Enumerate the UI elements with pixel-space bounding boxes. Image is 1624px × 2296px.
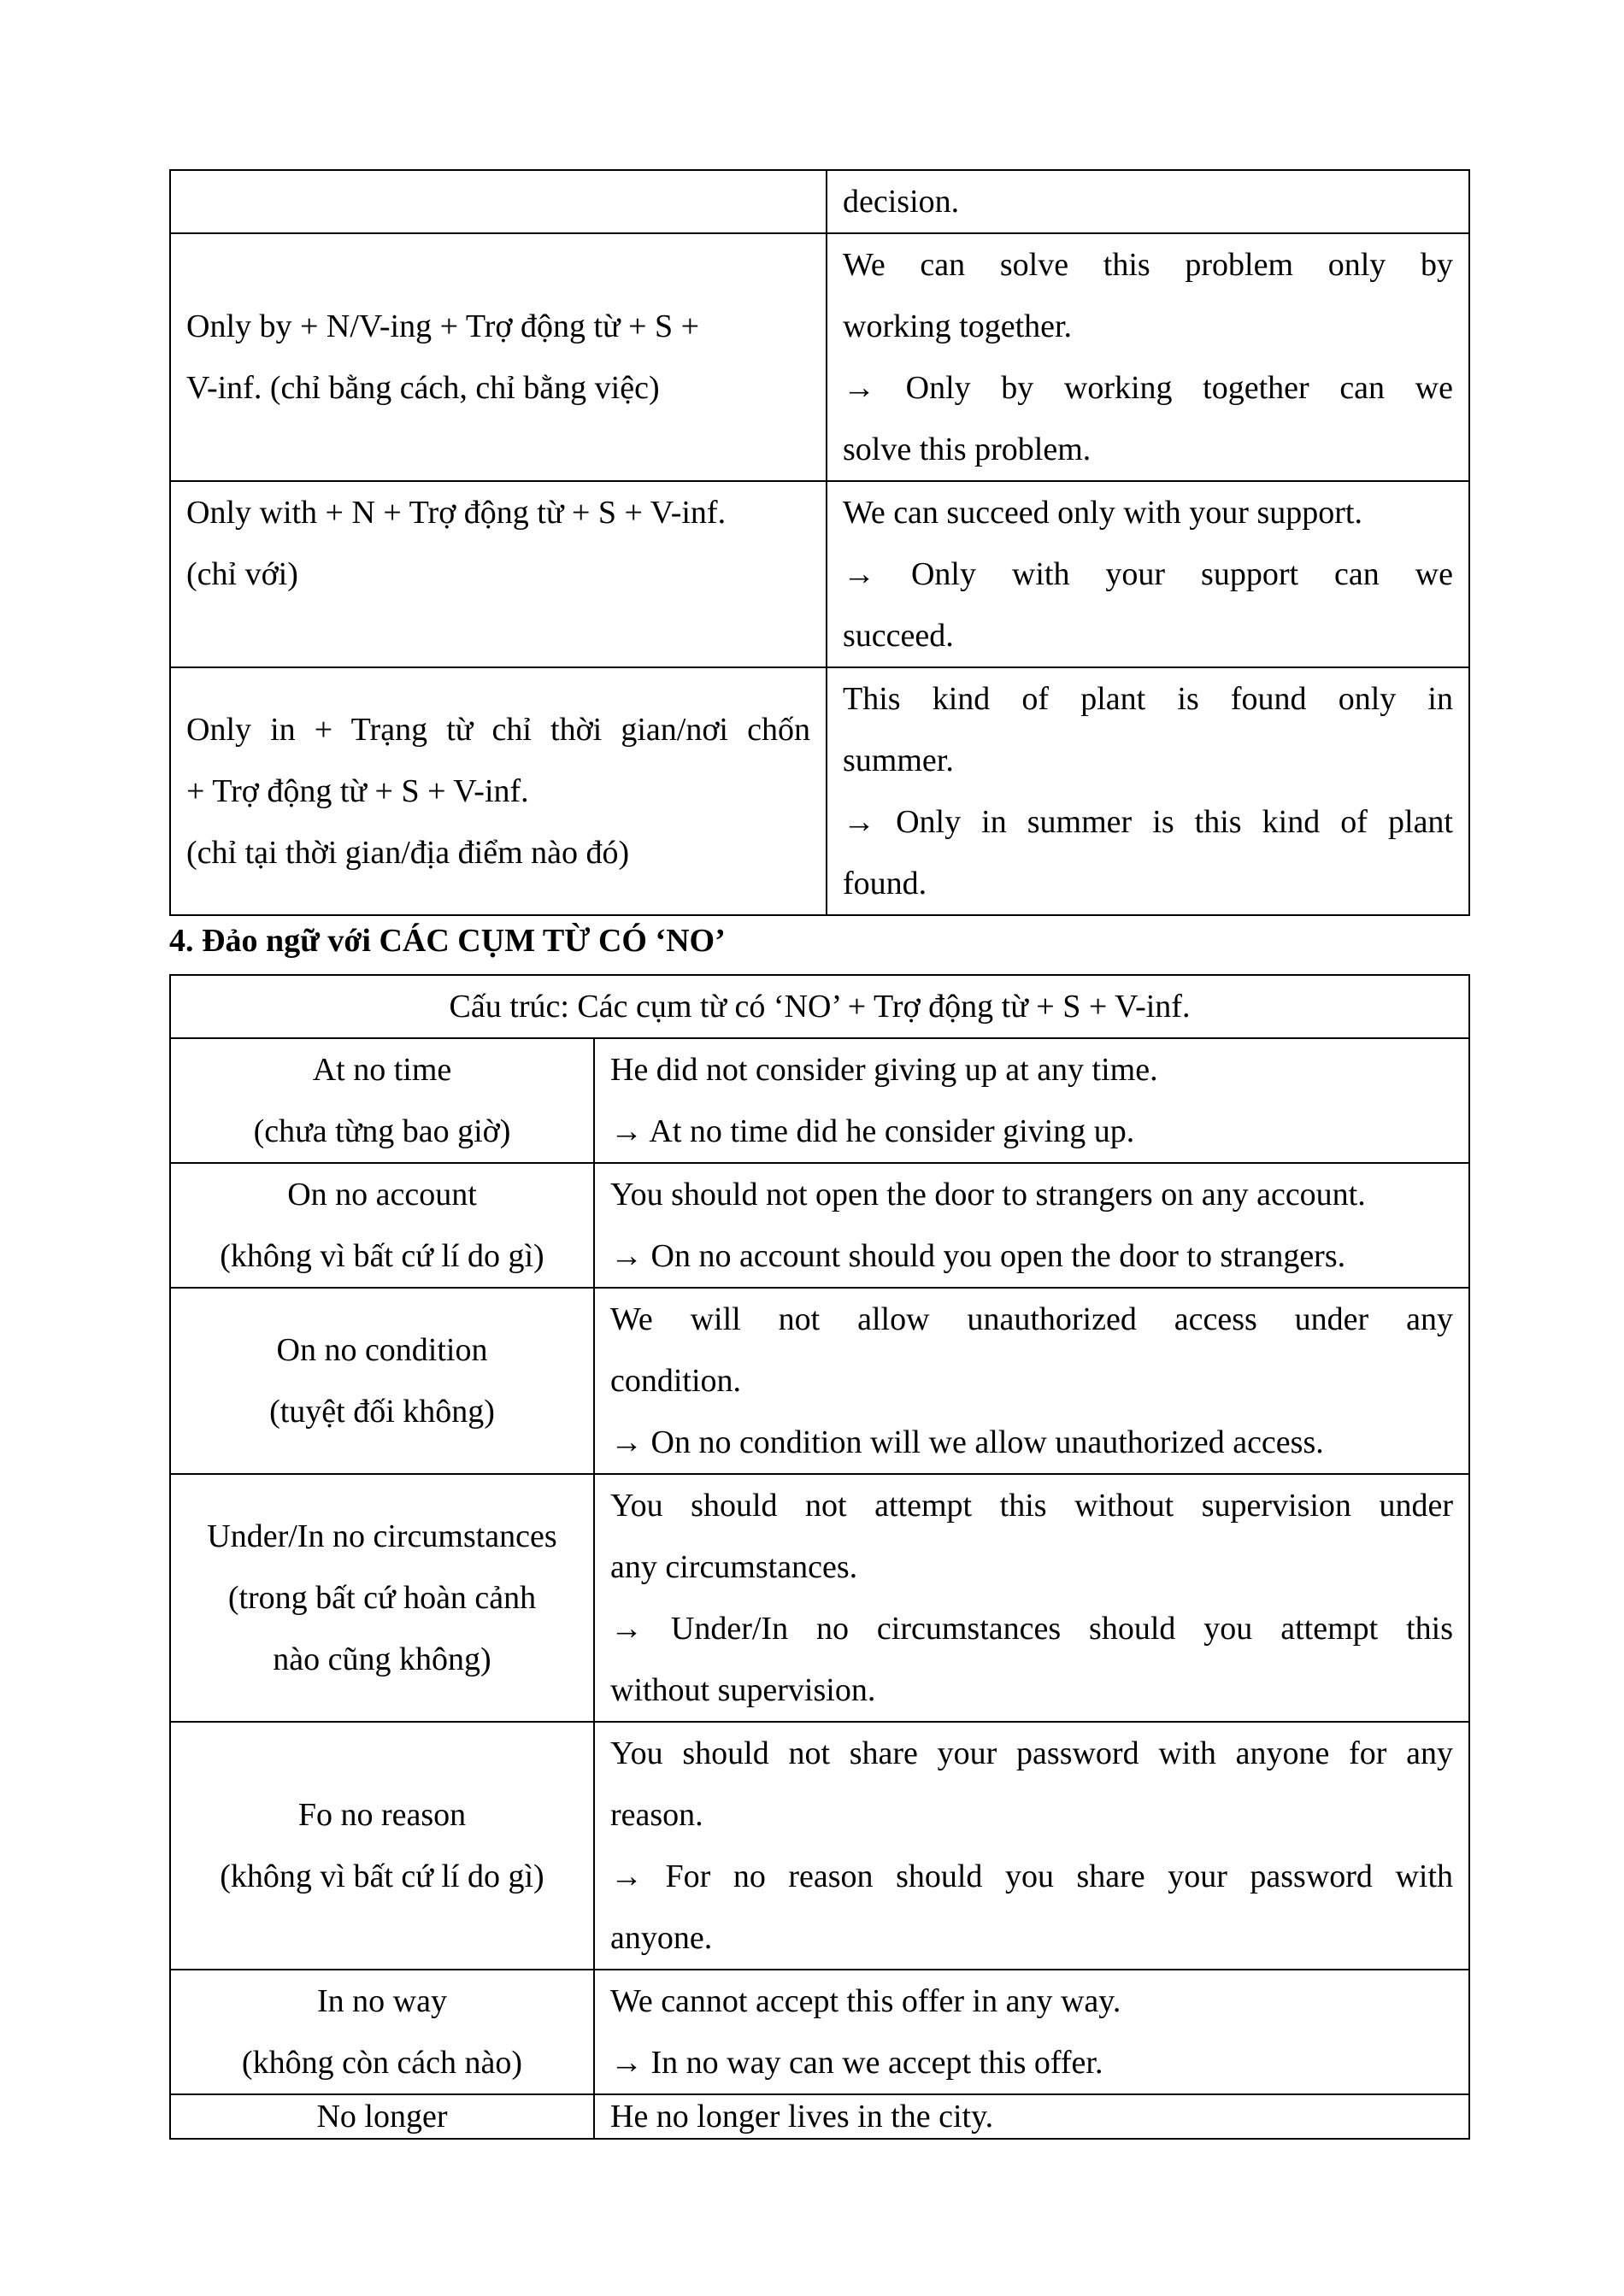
structure-line: Only with + N + Trợ động từ + S + V-inf. xyxy=(186,495,727,531)
example-line: → Only by working together can we xyxy=(843,370,1453,406)
example-cell xyxy=(594,1163,1469,1288)
example-line: You should not open the door to strangers on any account. xyxy=(610,1177,1366,1213)
table-header-row xyxy=(170,975,1469,1038)
table-row xyxy=(170,2094,1469,2139)
structure-header: Cấu trúc: Các cụm từ có ‘NO’ + Trợ động từ + S + V-inf. xyxy=(170,975,1469,1038)
phrase-cell xyxy=(170,1038,594,1163)
structure-cell xyxy=(170,233,827,481)
example-cell xyxy=(594,1970,1469,2094)
example-line: reason. xyxy=(610,1797,703,1833)
structure-cell xyxy=(170,667,827,915)
example-line: We can succeed only with your support. xyxy=(843,495,1362,531)
phrase-line: No longer xyxy=(316,2099,448,2135)
phrase-line: (không còn cách nào) xyxy=(241,2045,523,2081)
table-row xyxy=(170,481,1469,667)
example-line: → On no account should you open the door to strangers. xyxy=(610,1238,1346,1274)
example-line: → Only in summer is this kind of plant xyxy=(843,804,1453,840)
example-line: decision. xyxy=(843,184,960,220)
phrase-cell xyxy=(170,1288,594,1474)
phrase-line: Fo no reason xyxy=(297,1797,467,1833)
example-cell xyxy=(594,1288,1469,1474)
example-line: → At no time did he consider giving up. xyxy=(610,1113,1135,1149)
example-line: working together. xyxy=(843,308,1073,344)
phrase-line: In no way xyxy=(317,1983,447,2019)
structure-line: (chỉ tại thời gian/địa điểm nào đó) xyxy=(186,835,630,871)
phrase-cell xyxy=(170,1474,594,1722)
phrase-line: nào cũng không) xyxy=(273,1641,491,1677)
only-structures-table xyxy=(169,169,1470,916)
table-row xyxy=(170,667,1469,915)
table-row xyxy=(170,170,1469,233)
example-cell xyxy=(827,170,1469,233)
example-line: → In no way can we accept this offer. xyxy=(610,2045,1103,2081)
example-line: He no longer lives in the city. xyxy=(610,2099,994,2135)
phrase-line: On no condition xyxy=(276,1332,488,1368)
phrase-line: On no account xyxy=(287,1177,477,1213)
table-row xyxy=(170,1288,1469,1474)
structure-line: V-inf. (chỉ bằng cách, chỉ bằng việc) xyxy=(186,370,660,406)
phrase-line: (tuyệt đối không) xyxy=(269,1394,495,1430)
table-row xyxy=(170,1038,1469,1163)
example-cell xyxy=(594,1474,1469,1722)
no-phrases-table xyxy=(169,974,1470,2140)
example-line: → For no reason should you share your password with xyxy=(610,1859,1453,1894)
phrase-line: (trong bất cứ hoàn cảnh xyxy=(227,1580,537,1616)
structure-line: + Trợ động từ + S + V-inf. xyxy=(186,773,529,809)
example-line: without supervision. xyxy=(610,1672,876,1708)
example-line: condition. xyxy=(610,1363,742,1399)
phrase-line: (không vì bất cứ lí do gì) xyxy=(220,1238,544,1274)
structure-line: Only in + Trạng từ chỉ thời gian/nơi chốn xyxy=(186,712,810,748)
example-line: → Only with your support can we xyxy=(843,556,1453,592)
phrase-line: Under/In no circumstances xyxy=(207,1518,557,1554)
phrase-line: (chưa từng bao giờ) xyxy=(253,1113,511,1149)
example-line: summer. xyxy=(843,743,954,778)
section-heading: 4. Đảo ngữ với CÁC CỤM TỪ CÓ ‘NO’ xyxy=(169,923,726,959)
example-line: found. xyxy=(843,866,927,901)
phrase-cell xyxy=(170,1163,594,1288)
example-cell xyxy=(594,1722,1469,1970)
example-line: solve this problem. xyxy=(843,432,1091,467)
phrase-cell xyxy=(170,1722,594,1970)
example-line: We cannot accept this offer in any way. xyxy=(610,1983,1121,2019)
example-line: He did not consider giving up at any time. xyxy=(610,1052,1158,1088)
structure-line: (chỉ với) xyxy=(186,556,298,592)
phrase-line: At no time xyxy=(312,1052,452,1088)
example-line: any circumstances. xyxy=(610,1549,858,1585)
example-line: anyone. xyxy=(610,1920,713,1956)
table-row xyxy=(170,233,1469,481)
example-cell xyxy=(827,233,1469,481)
example-line: You should not attempt this without supervision under xyxy=(610,1488,1453,1524)
table-row xyxy=(170,1970,1469,2094)
table-row xyxy=(170,1163,1469,1288)
table-row xyxy=(170,1722,1469,1970)
phrase-cell xyxy=(170,1970,594,2094)
example-line: → On no condition will we allow unauthorized access. xyxy=(610,1424,1324,1460)
phrase-line: (không vì bất cứ lí do gì) xyxy=(220,1859,544,1894)
structure-cell xyxy=(170,481,827,667)
example-cell xyxy=(594,2094,1469,2139)
example-cell xyxy=(827,667,1469,915)
example-line: We can solve this problem only by xyxy=(843,247,1453,283)
example-line: succeed. xyxy=(843,618,954,654)
structure-cell xyxy=(170,170,827,233)
example-cell xyxy=(827,481,1469,667)
example-line: You should not share your password with anyone for any xyxy=(610,1735,1453,1771)
structure-line: Only by + N/V-ing + Trợ động từ + S + xyxy=(186,308,700,344)
example-cell xyxy=(594,1038,1469,1163)
table-row xyxy=(170,1474,1469,1722)
example-line: This kind of plant is found only in xyxy=(843,681,1453,717)
example-line: We will not allow unauthorized access under any xyxy=(610,1301,1453,1337)
phrase-cell xyxy=(170,2094,594,2139)
example-line: → Under/In no circumstances should you attempt this xyxy=(610,1611,1453,1647)
